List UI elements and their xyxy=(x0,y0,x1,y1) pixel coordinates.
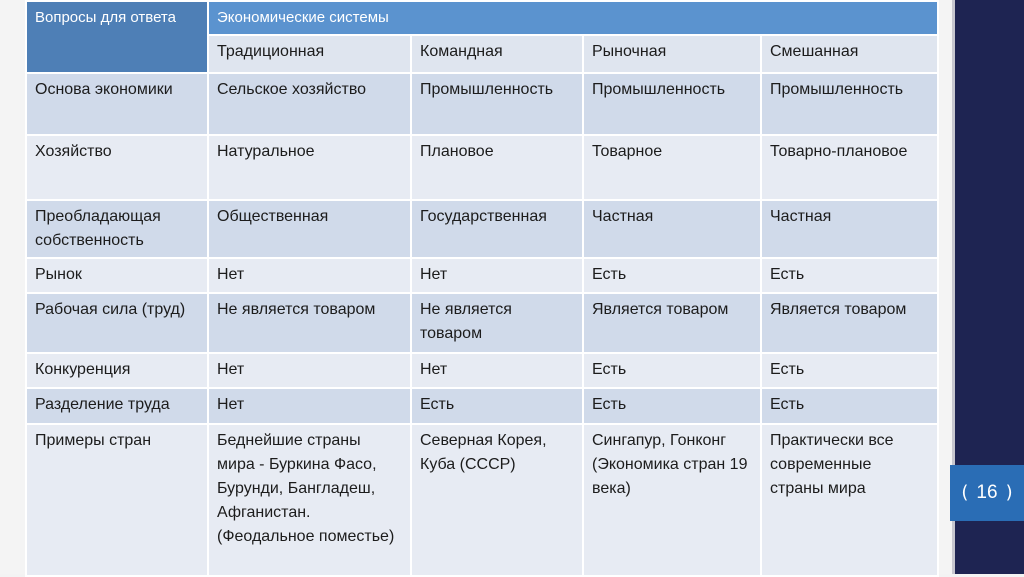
left-bracket-icon: ( xyxy=(961,482,969,503)
table-cell: Натуральное xyxy=(208,135,411,200)
table-cell: Нет xyxy=(411,353,583,388)
table-cell: Есть xyxy=(761,258,938,293)
table-cell: Беднейшие страны мира - Буркина Фасо, Бурунди, Бангладеш, Афганистан. (Феодальное поместье) xyxy=(208,424,411,576)
table-row xyxy=(26,388,938,424)
table-cell: Нет xyxy=(208,388,411,424)
table-cell: Товарно-плановое xyxy=(761,135,938,200)
table-cell: Есть xyxy=(761,388,938,424)
table-row xyxy=(26,353,938,388)
table-cell: Частная xyxy=(583,200,761,258)
table-row xyxy=(26,200,938,258)
table-cell: Нет xyxy=(208,258,411,293)
table-cell: Сельское хозяйство xyxy=(208,73,411,135)
row-label: Основа экономики xyxy=(26,73,208,135)
table-cell: Есть xyxy=(411,388,583,424)
table-cell: Является товаром xyxy=(761,293,938,353)
table-cell: Есть xyxy=(583,388,761,424)
table-cell: Плановое xyxy=(411,135,583,200)
page-number: 16 xyxy=(976,482,998,503)
table-cell: Есть xyxy=(583,258,761,293)
right-bracket-icon: ) xyxy=(1005,482,1013,503)
table-cell: Промышленность xyxy=(761,73,938,135)
table-cell: Частная xyxy=(761,200,938,258)
table-row xyxy=(26,293,938,353)
row-label: Хозяйство xyxy=(26,135,208,200)
table-cell: Не является товаром xyxy=(208,293,411,353)
row-label: Конкуренция xyxy=(26,353,208,388)
table-cell: Государственная xyxy=(411,200,583,258)
table-cell: Не является товаром xyxy=(411,293,583,353)
table-cell: Есть xyxy=(761,353,938,388)
questions-header: Вопросы для ответа xyxy=(26,1,208,73)
system-command: Командная xyxy=(411,35,583,73)
row-label: Рынок xyxy=(26,258,208,293)
table-cell: Товарное xyxy=(583,135,761,200)
page-number-badge xyxy=(950,465,1024,521)
table-cell: Практически все современные страны мира xyxy=(761,424,938,576)
economic-systems-table xyxy=(25,0,939,577)
table-cell: Промышленность xyxy=(583,73,761,135)
row-label: Преобладающая собственность xyxy=(26,200,208,258)
table-cell: Нет xyxy=(208,353,411,388)
systems-header: Экономические системы xyxy=(208,1,938,35)
system-market: Рыночная xyxy=(583,35,761,73)
table-cell: Промышленность xyxy=(411,73,583,135)
table-row xyxy=(26,135,938,200)
table-cell: Есть xyxy=(583,353,761,388)
row-label: Примеры стран xyxy=(26,424,208,576)
system-mixed: Смешанная xyxy=(761,35,938,73)
table-cell: Нет xyxy=(411,258,583,293)
table-cell: Является товаром xyxy=(583,293,761,353)
header-row xyxy=(26,1,938,35)
row-label: Разделение труда xyxy=(26,388,208,424)
table-row xyxy=(26,73,938,135)
table-cell: Сингапур, Гонконг (Экономика стран 19 века) xyxy=(583,424,761,576)
table-cell: Северная Корея, Куба (СССР) xyxy=(411,424,583,576)
system-traditional: Традиционная xyxy=(208,35,411,73)
table-cell: Общественная xyxy=(208,200,411,258)
table-row xyxy=(26,258,938,293)
row-label: Рабочая сила (труд) xyxy=(26,293,208,353)
table-row xyxy=(26,424,938,576)
